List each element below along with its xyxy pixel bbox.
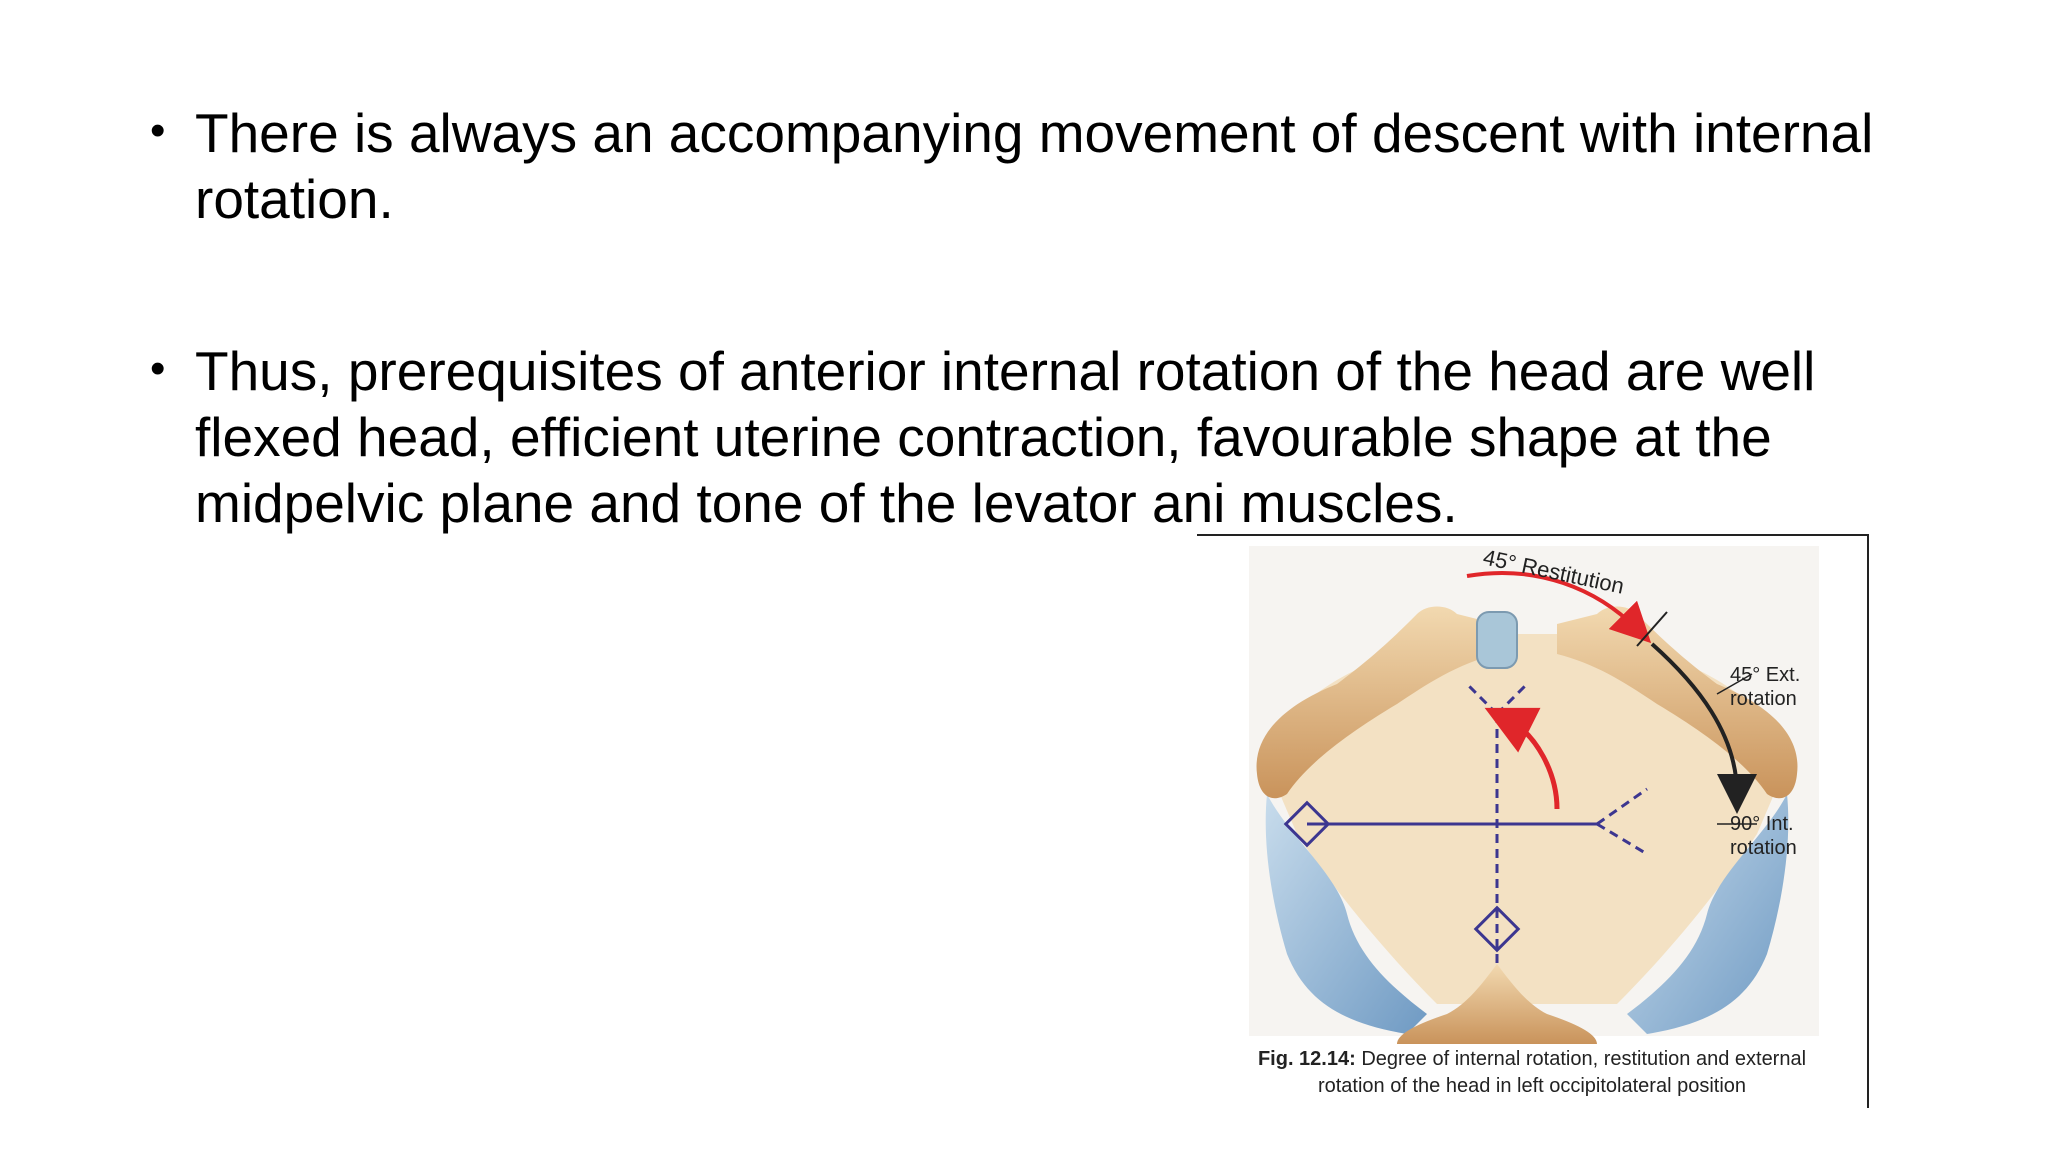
bullet-item <box>150 338 1930 536</box>
figure-caption-label: Fig. 12.14: <box>1257 1048 1356 1070</box>
bullet-dot: • <box>150 106 166 155</box>
bullet-text: Thus, prerequisites of anterior internal rotation of the head are well flexed head, efficient uterine contraction, favourable shape at the midpelvic plane and tone of the levator ani muscles. <box>195 340 1816 534</box>
restitution-label: 45° Restitution <box>1480 544 1627 599</box>
bullet-text: There is always an accompanying movement of descent with internal rotation. <box>195 102 1874 230</box>
int-rotation-label-2: rotation <box>1730 837 1797 859</box>
pelvis-figure <box>1197 534 1869 1108</box>
bullet-item <box>150 100 1930 232</box>
int-rotation-label-1: 90° Int. <box>1730 813 1794 835</box>
figure-caption-text: Degree of internal rotation, restitution and external rotation of the head in left occipitolateral position <box>1317 1048 1807 1097</box>
pelvis-illustration <box>1197 534 1869 1108</box>
figure-caption <box>1227 1046 1837 1100</box>
ext-rotation-label-1: 45° Ext. <box>1730 664 1801 686</box>
bullet-list <box>150 100 1930 536</box>
pubic-symphysis <box>1477 612 1517 668</box>
ext-rotation-label-2: rotation <box>1730 688 1797 710</box>
bullet-dot: • <box>150 344 166 393</box>
